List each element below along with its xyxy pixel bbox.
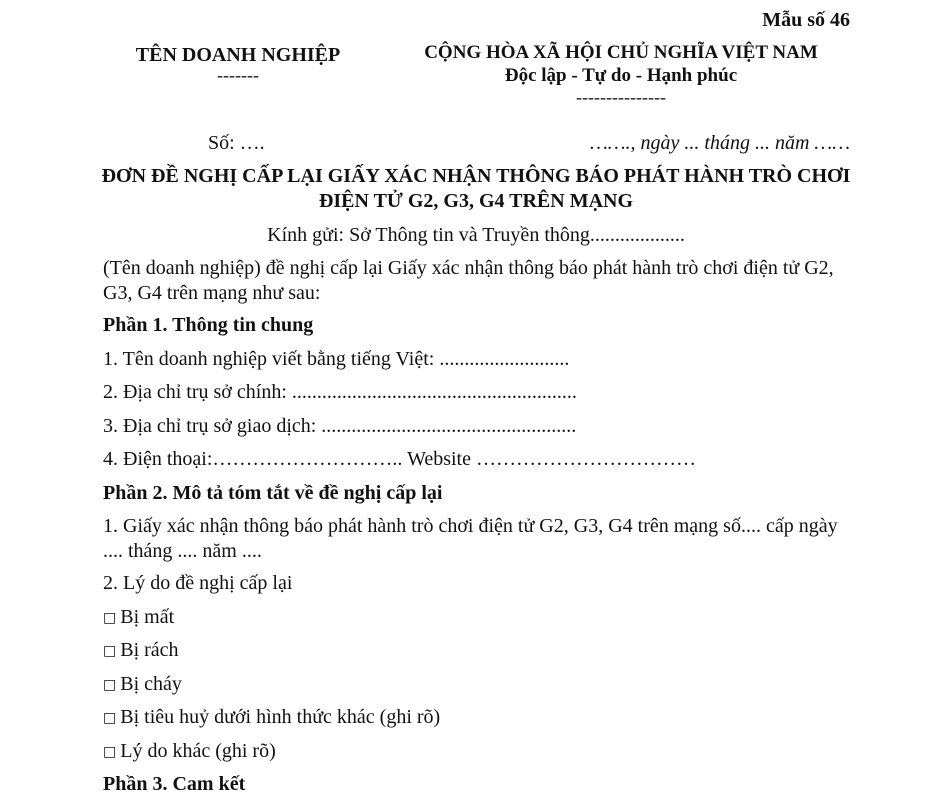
reason-label: Lý do khác (ghi rõ) [120,740,276,762]
company-separator: ------- [217,65,259,85]
section1-heading: Phần 1. Thông tin chung [103,314,314,336]
reason-label: Bị cháy [120,673,182,695]
reason-option-destroyed[interactable] [103,705,843,732]
checkbox-icon[interactable]: □ [103,643,117,659]
reason-option-lost[interactable] [103,605,843,632]
company-block [128,42,348,86]
recipient-line: Kính gửi: Sở Thông tin và Truyền thông................... [267,224,685,246]
company-name: TÊN DOANH NGHIỆP [135,44,341,66]
section1-item-company-name: 1. Tên doanh nghiệp viết bằng tiếng Việt: .......................... [103,348,570,370]
reason-label: Bị rách [120,639,179,661]
form-code: Mẫu số 46 [762,9,850,31]
section2-heading: Phần 2. Mô tả tóm tắt về đề nghị cấp lại [103,482,443,504]
checkbox-icon[interactable]: □ [103,610,117,626]
reason-option-burned[interactable] [103,672,843,699]
nation-separator: --------------- [576,87,666,107]
document-date: ……., ngày ... tháng ... năm …… [589,132,850,154]
section2-item-reason-label: 2. Lý do đề nghị cấp lại [103,572,293,594]
nation-block [408,42,834,108]
checkbox-icon[interactable]: □ [103,710,117,726]
section1-item-transaction-office: 3. Địa chỉ trụ sở giao dịch: ................................................... [103,415,577,437]
section1-item-phone-website: 4. Điện thoại:……………………….. Website …………………………… [103,448,696,470]
document-title: ĐƠN ĐỀ NGHỊ CẤP LẠI GIẤY XÁC NHẬN THÔNG BÁO PHÁT HÀNH TRÒ CHƠI ĐIỆN TỬ G2, G3, G4 TRÊN MẠNG [101,165,851,212]
section1-item-head-office: 2. Địa chỉ trụ sở chính: ......................................................... [103,381,577,403]
nation-motto: Độc lập - Tự do - Hạnh phúc [504,65,738,86]
nation-name: CỘNG HÒA XÃ HỘI CHỦ NGHĨA VIỆT NAM [424,42,818,63]
document-number: Số: …. [208,132,265,154]
reason-label: Bị tiêu huỷ dưới hình thức khác (ghi rõ) [120,706,441,728]
section3-heading: Phần 3. Cam kết [103,773,246,795]
reason-label: Bị mất [120,606,175,628]
checkbox-icon[interactable]: □ [103,744,117,760]
reason-option-torn[interactable] [103,638,843,665]
intro-paragraph: (Tên doanh nghiệp) đề nghị cấp lại Giấy xác nhận thông báo phát hành trò chơi điện tử G2, G3, G4 trên mạng như sau: [103,257,834,304]
reason-option-other[interactable] [103,739,843,766]
section2-item-certificate: 1. Giấy xác nhận thông báo phát hành trò chơi điện tử G2, G3, G4 trên mạng số.... cấp ngày .... tháng .... năm .... [103,515,838,562]
checkbox-icon[interactable]: □ [103,677,117,693]
